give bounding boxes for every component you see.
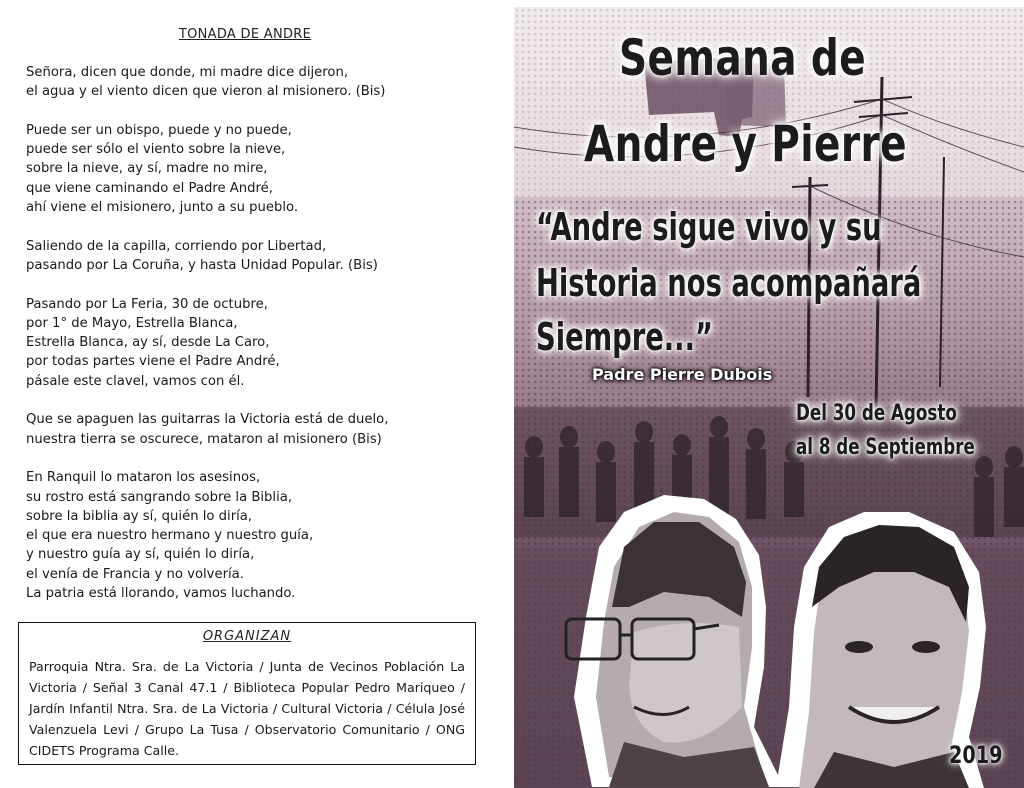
poster-quote-line1: “Andre sigue vivo y su: [536, 205, 882, 249]
lyrics-body: [26, 63, 496, 623]
organizers-title: ORGANIZAN: [202, 629, 292, 644]
poster-title-line1: Semana de: [619, 29, 867, 87]
lyric-line: Que se apaguen las guitarras la Victoria está de duelo,: [26, 412, 389, 428]
poster-quote-author: Padre Pierre Dubois: [592, 365, 773, 384]
lyric-line: En Ranquil lo mataron los asesinos,: [26, 470, 261, 486]
lyric-line: pasando por La Coruña, y hasta Unidad Popular. (Bis): [26, 257, 378, 273]
poster-quote-line3: Siempre...”: [536, 315, 713, 359]
lyric-line: por 1° de Mayo, Estrella Blanca,: [26, 315, 238, 331]
lyric-line: nuestra tierra se oscurece, mataron al misionero (Bis): [26, 431, 382, 447]
lyric-line: Estrella Blanca, ay sí, desde La Caro,: [26, 335, 270, 351]
lyrics-page: [0, 0, 505, 788]
poster-title-line2: Andre y Pierre: [584, 115, 907, 173]
poster-quote-line2: Historia nos acompañará: [536, 261, 922, 305]
stanza: [26, 468, 496, 603]
lyric-line: ahí viene el misionero, junto a su pueblo.: [26, 200, 299, 216]
song-title: TONADA DE ANDRE: [178, 27, 312, 42]
poster-dates-line1: Del 30 de Agosto: [796, 401, 957, 426]
event-poster: [514, 7, 1024, 788]
poster-dates-line2: al 8 de Septiembre: [796, 435, 975, 460]
stanza: [26, 63, 496, 102]
lyric-line: pásale este clavel, vamos con él.: [26, 373, 245, 389]
lyric-line: que viene caminando el Padre André,: [26, 180, 273, 196]
lyric-line: Pasando por La Feria, 30 de octubre,: [26, 296, 268, 312]
stanza: [26, 121, 496, 217]
lyric-line: por todas partes viene el Padre André,: [26, 354, 280, 370]
poster-year: 2019: [949, 741, 1003, 769]
crowd-area: [514, 407, 1024, 537]
lyric-line: su rostro está sangrando sobre la Biblia,: [26, 489, 293, 505]
lyric-line: y nuestro guía ay sí, quién lo diría,: [26, 547, 255, 563]
lyric-line: Puede ser un obispo, puede y no puede,: [26, 122, 292, 138]
organizers-box: [18, 622, 476, 765]
stanza: [26, 295, 496, 391]
portrait-left: [566, 495, 784, 787]
stanza: [26, 410, 496, 449]
lyric-line: Saliendo de la capilla, corriendo por Libertad,: [26, 238, 327, 254]
lyric-line: sobre la nieve, ay sí, madre no mire,: [26, 161, 268, 177]
lyric-line: el agua y el viento dicen que vieron al misionero. (Bis): [26, 84, 386, 100]
lyric-line: puede ser sólo el viento sobre la nieve,: [26, 142, 286, 158]
lyric-line: el que era nuestro hermano y nuestro guía,: [26, 528, 314, 544]
lyric-line: el venía de Francia y no volvería.: [26, 566, 244, 582]
stanza: [26, 237, 496, 276]
lyric-line: Señora, dicen que donde, mi madre dice dijeron,: [26, 65, 349, 80]
organizers-text: Parroquia Ntra. Sra. de La Victoria / Junta de Vecinos Población La Victoria / Señal 3 Canal 47.1 / Biblioteca Popular Pedro Mariqueo / Jardín Infantil Ntra. Sra. de La Victoria / Cultural Victoria / Célula José Valenzuela Levi / Grupo La Tusa / Observatorio Comunitario / ONG CIDETS Programa Calle.: [29, 659, 465, 758]
lyric-line: La patria está llorando, vamos luchando.: [26, 586, 296, 602]
lyric-line: sobre la biblia ay sí, quién lo diría,: [26, 508, 253, 524]
